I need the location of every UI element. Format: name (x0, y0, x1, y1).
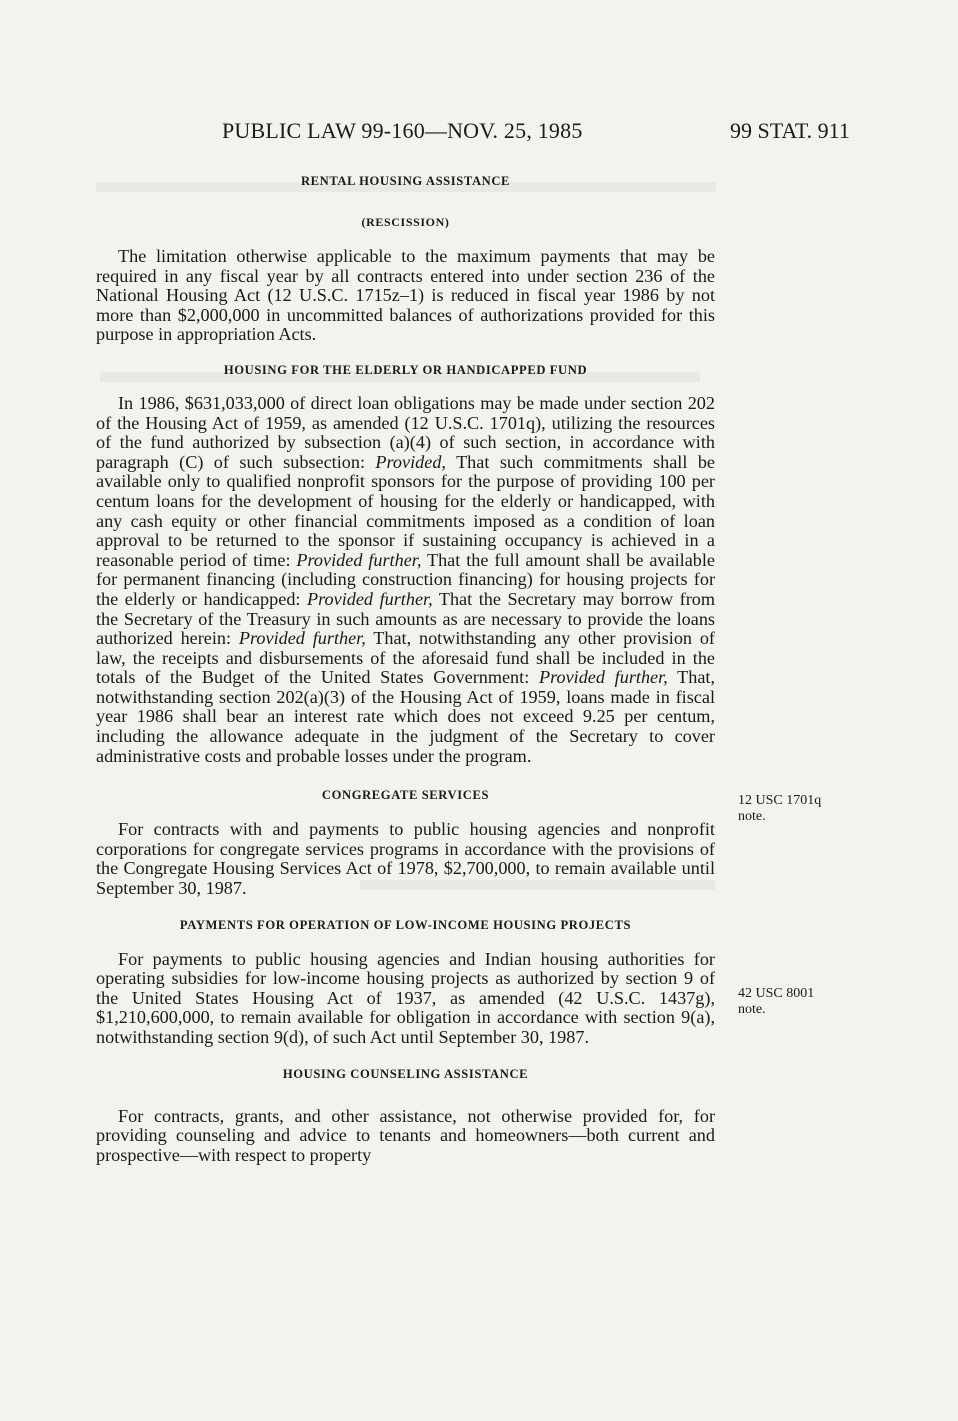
margin-note-line: 42 USC 8001 (738, 986, 815, 1001)
section-heading-operation: PAYMENTS FOR OPERATION OF LOW-INCOME HOUSING PROJECTS (179, 917, 632, 932)
margin-note-line: note. (738, 809, 766, 824)
section-heading-elderly: HOUSING FOR THE ELDERLY OR HANDICAPPED FUND (223, 362, 588, 377)
margin-note-line: note. (738, 1002, 766, 1017)
paragraph-operation: For payments to public housing agencies and Indian housing authorities for operating subsidies for low-income housing projects as authorized by section 9 of the United States Housing Act of 1937, as amended (42 U.S.C. 1437g), $1,210,600,000, to remain available for obligation in accordance with section 9(a), notwithstanding section 9(d), of such Act until September 30, 1987. (96, 948, 715, 1047)
paragraph-text: That the Secretary may borrow from the Secretary of the Treasury in such amounts as are necessary to provide the loans authorized herein: (96, 588, 715, 649)
proviso-italic: Provided further, (538, 667, 668, 688)
paragraph-elderly (96, 394, 715, 766)
section-subheading-rescission: (RESCISSION) (361, 215, 450, 229)
proviso-italic: Provided further, (238, 628, 366, 649)
section-heading-counseling: HOUSING COUNSELING ASSISTANCE (282, 1066, 529, 1081)
proviso-italic: Provided further, (307, 588, 433, 609)
paragraph-text: That the full amount shall be available for permanent financing (including construction financing) for housing projects for the elderly or handicapped: (96, 549, 715, 609)
section-heading-congregate: CONGREGATE SERVICES (321, 788, 490, 803)
page-header-stat: 99 STAT. 911 (730, 118, 850, 143)
margin-note-42-usc-8001 (738, 986, 858, 1018)
paragraph-counseling: For contracts, grants, and other assistance, not otherwise provided for, for providing counseling and advice to tenants and homeowners—both current and prospective—with respect to property (96, 1105, 715, 1165)
margin-note-12-usc-1701q (738, 793, 858, 825)
page-header-title: PUBLIC LAW 99-160—NOV. 25, 1985 (222, 118, 583, 143)
margin-note-line: 12 USC 1701q (738, 793, 822, 808)
body-text (96, 170, 715, 1165)
paragraph-text: In 1986, $631,033,000 of direct loan obligations may be made under section 202 of the Housing Act of 1959, as amended (12 U.S.C. 1701q), utilizing the resources of the fund authorized by subsection (a)(4) of such section, in accordance with paragraph (C) of such subsection: (96, 392, 715, 472)
paragraph-text: That, notwithstanding section 202(a)(3) of the Housing Act of 1959, loans made in fiscal year 1986 shall bear an interest rate which does not exceed 9.25 per centum, including the allowance adequate in the judgment of the Secretary to cover administrative costs and probable losses under the program. (96, 667, 715, 766)
proviso-italic: Provided, (375, 451, 446, 472)
paragraph-text: That, notwithstanding any other provision of law, the receipts and disbursements of the aforesaid fund shall be included in the totals of the Budget of the United States Government: (96, 628, 715, 688)
proviso-italic: Provided further, (296, 549, 422, 570)
paragraph-rental: The limitation otherwise applicable to the maximum payments that may be required in any fiscal year by all contracts entered into under section 236 of the National Housing Act (12 U.S.C. 1715z–1) is reduced in fiscal year 1986 by not more than $2,000,000 in uncommitted balances of authorizations provided for this purpose in appropriation Acts. (96, 246, 715, 345)
paragraph-text: That such commitments shall be available only to qualified nonprofit sponsors for the purpose of providing 100 per centum loans for the development of housing for the elderly or handicapped, with any cash equity or other financial commitments imposed as a condition of loan approval to be returned to the sponsor if sustaining occupancy is achieved in a reasonable period of time: (96, 451, 715, 570)
paragraph-congregate: For contracts with and payments to public housing agencies and nonprofit corporations for congregate services programs in accordance with the provisions of the Congregate Housing Services Act of 1978, $2,700,000, to remain available until September 30, 1987. (96, 819, 715, 899)
section-heading-rental: RENTAL HOUSING ASSISTANCE (300, 174, 511, 188)
